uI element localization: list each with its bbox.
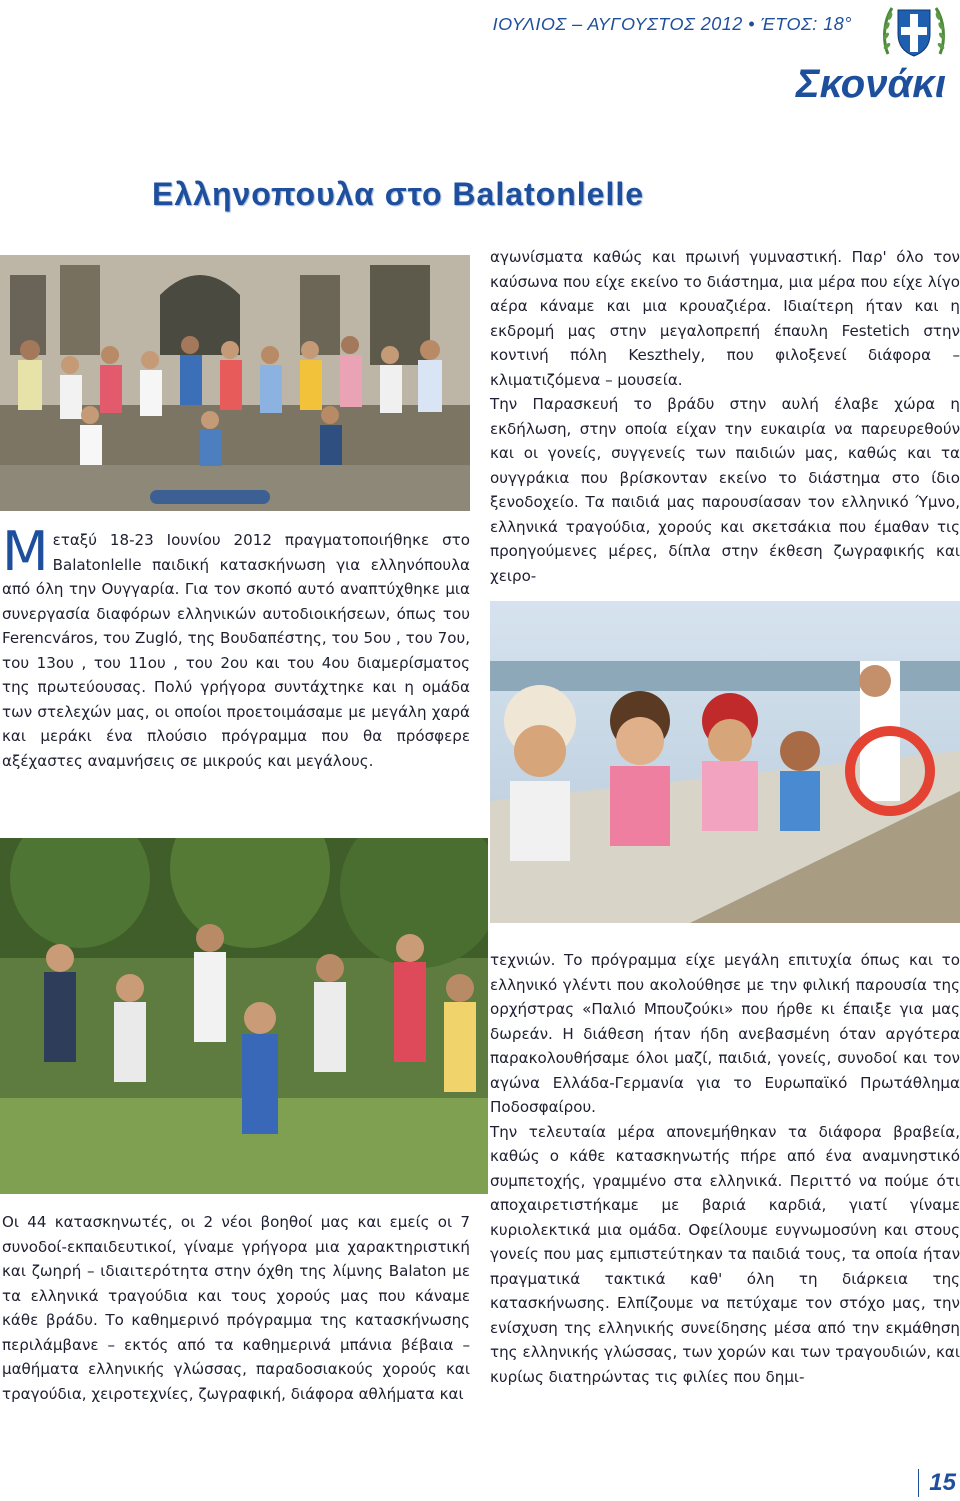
paragraph: τεχνιών. Το πρόγραμμα είχε μεγάλη επιτυχία όπως και το ελληνικό γλέντι που ακολούθησε με την φιλική παρουσία της ορχήστρας «Παλιό Μπουζούκι» που ήρθε κι έπαιξε για μας δωρεάν. Η διάθεση ήταν ήδη ανεβασμένη όταν αργότερα παρακολουθήσαμε όλοι μαζί, παιδιά, γονείς, συνοδοί και τον αγώνα Ελλάδα-Γερμανία για το Ευρωπαϊκό Πρωτάθλημα Ποδοσφαίρου. [490, 951, 960, 1116]
race-photo [0, 838, 488, 1194]
section-title: Σκονάκι [796, 62, 946, 106]
right-top-column [490, 245, 960, 588]
drop-cap: Μ [2, 520, 49, 583]
issue-line: ΙΟΥΛΙΟΣ – ΑΥΓΟΥΣΤΟΣ 2012 • ΈΤΟΣ: 18° [492, 14, 852, 34]
page-number: 15 [918, 1469, 956, 1497]
bottom-right-column [490, 948, 960, 1389]
paragraph: Την Παρασκευή το βράδυ στην αυλή έλαβε χώρα η εκδήλωση, στην οποία είχαν την ευκαιρία να παρευρεθούν και οι γονείς, συγγενείς των παιδιών μας, καθώς και τα ουγγράκια που βρίσκονταν εκείνο το διάστημα στο ίδιο ξενοδοχείο. Τα παιδιά μας παρουσίασαν τον ελληνικό Ύμνο, ελληνικά τραγούδια, χορούς και σκετσάκια που έμαθαν τις προηγούμενες μέρες, δίπλα στην έκθεση ζωγραφικής και χειρο- [490, 395, 960, 585]
bottom-left-column [2, 1210, 470, 1406]
paragraph: Οι 44 κατασκηνωτές, οι 2 νέοι βοηθοί μας και εμείς οι 7 συνοδοί-εκπαιδευτικοί, γίναμε γρήγορα μια χαρακτηριστική και ζωηρή – ιδιαιτερότητα στην όχθη της λίμνης Balaton με τα ελληνικά τραγούδια και τους χορούς μας που κάναμε κάθε βράδυ. Το καθημερινό πρόγραμμα της κατασκήνωσης περιλάμβανε – εκτός από τα καθημερινά μπάνια βέβαια – μαθήματα ελληνικής γλώσσας, παραδοσιακούς χορούς και τραγούδια, χειροτεχνίες, ζωγραφική, διάφορα αθλήματα και [2, 1213, 470, 1403]
boat-photo [490, 601, 960, 923]
paragraph: Την τελευταία μέρα απονεμήθηκαν τα διάφορα βραβεία, καθώς ο κάθε κατασκηνωτής πήρε από ένα αναμνηστικό συμπετοχής, γραμμένο στα ελληνικά. Περιττό να πούμε ότι αποχαιρετιστήκαμε με βαριά καρδιά, γιατί γίναμε κυριολεκτικά μια ομάδα. Οφείλουμε ευγνωμοσύνη και στους γονείς που μας εμπιστεύτηκαν τα παιδιά τους, τα οποία ήταν πραγματικά τακτικά καθ' όλη τη διάρκεια της κατασκήνωσης. Ελπίζουμε να πετύχαμε τον στόχο μας, την ενίσχυση της ελληνικής συνείδησης μέσα από την εκμάθηση της ελληνικής γλώσσας, των χορών και των τραγουδιών, και κυρίως διατηρώντας τις φιλίες που δημι- [490, 1122, 960, 1386]
greek-coat-of-arms-icon [880, 2, 948, 62]
article-title: Ελληνοπουλα στο Balatonlelle [152, 176, 645, 212]
paragraph: αγωνίσματα καθώς και πρωινή γυμναστική. Παρ' όλο τον καύσωνα που είχε εκείνο το διάστημα, μια μέρα που είχε λίγο αέρα κάναμε και μια κρουαζιέρα. Ιδιαίτερη ήταν και η εκδρομή μας στην μεγαλοπρεπή έπαυλη Festetich στην κοντινή πόλη Keszthely, που φιλοξενεί διάφορα – κλιματιζόμενα – μουσεία. [490, 248, 960, 389]
intro-text: εταξύ 18-23 Ιουνίου 2012 πραγματοποιήθηκε στο Balatonlelle παιδική κατασκήνωση για ελληνόπουλα από όλη την Ουγγαρία. Για τον σκοπό αυτό αναπτύχθηκε μια συνεργασία διαφόρων ελληνικών αυτοδιοικήσεων, όπως του Ferencváros, του Zugló, της Βουδαπέστης, του 5ου , του 7ου, του 13ου , του 11ου , του 2ου και του 4ου διαμερίσματος της πρωτεύουσας. Πολύ γρήγορα συντάχτηκε και η ομάδα των στελεχών μας, οι οποίοι προετοιμάσαμε με μεγάλη χαρά και μεράκι ένα πλούσιο πρόγραμμα που θα πρόσφερε αξέχαστες αναμνήσεις σε μικρούς και μεγάλους. [2, 531, 470, 770]
group-photo [0, 255, 470, 511]
intro-paragraph [2, 520, 470, 773]
